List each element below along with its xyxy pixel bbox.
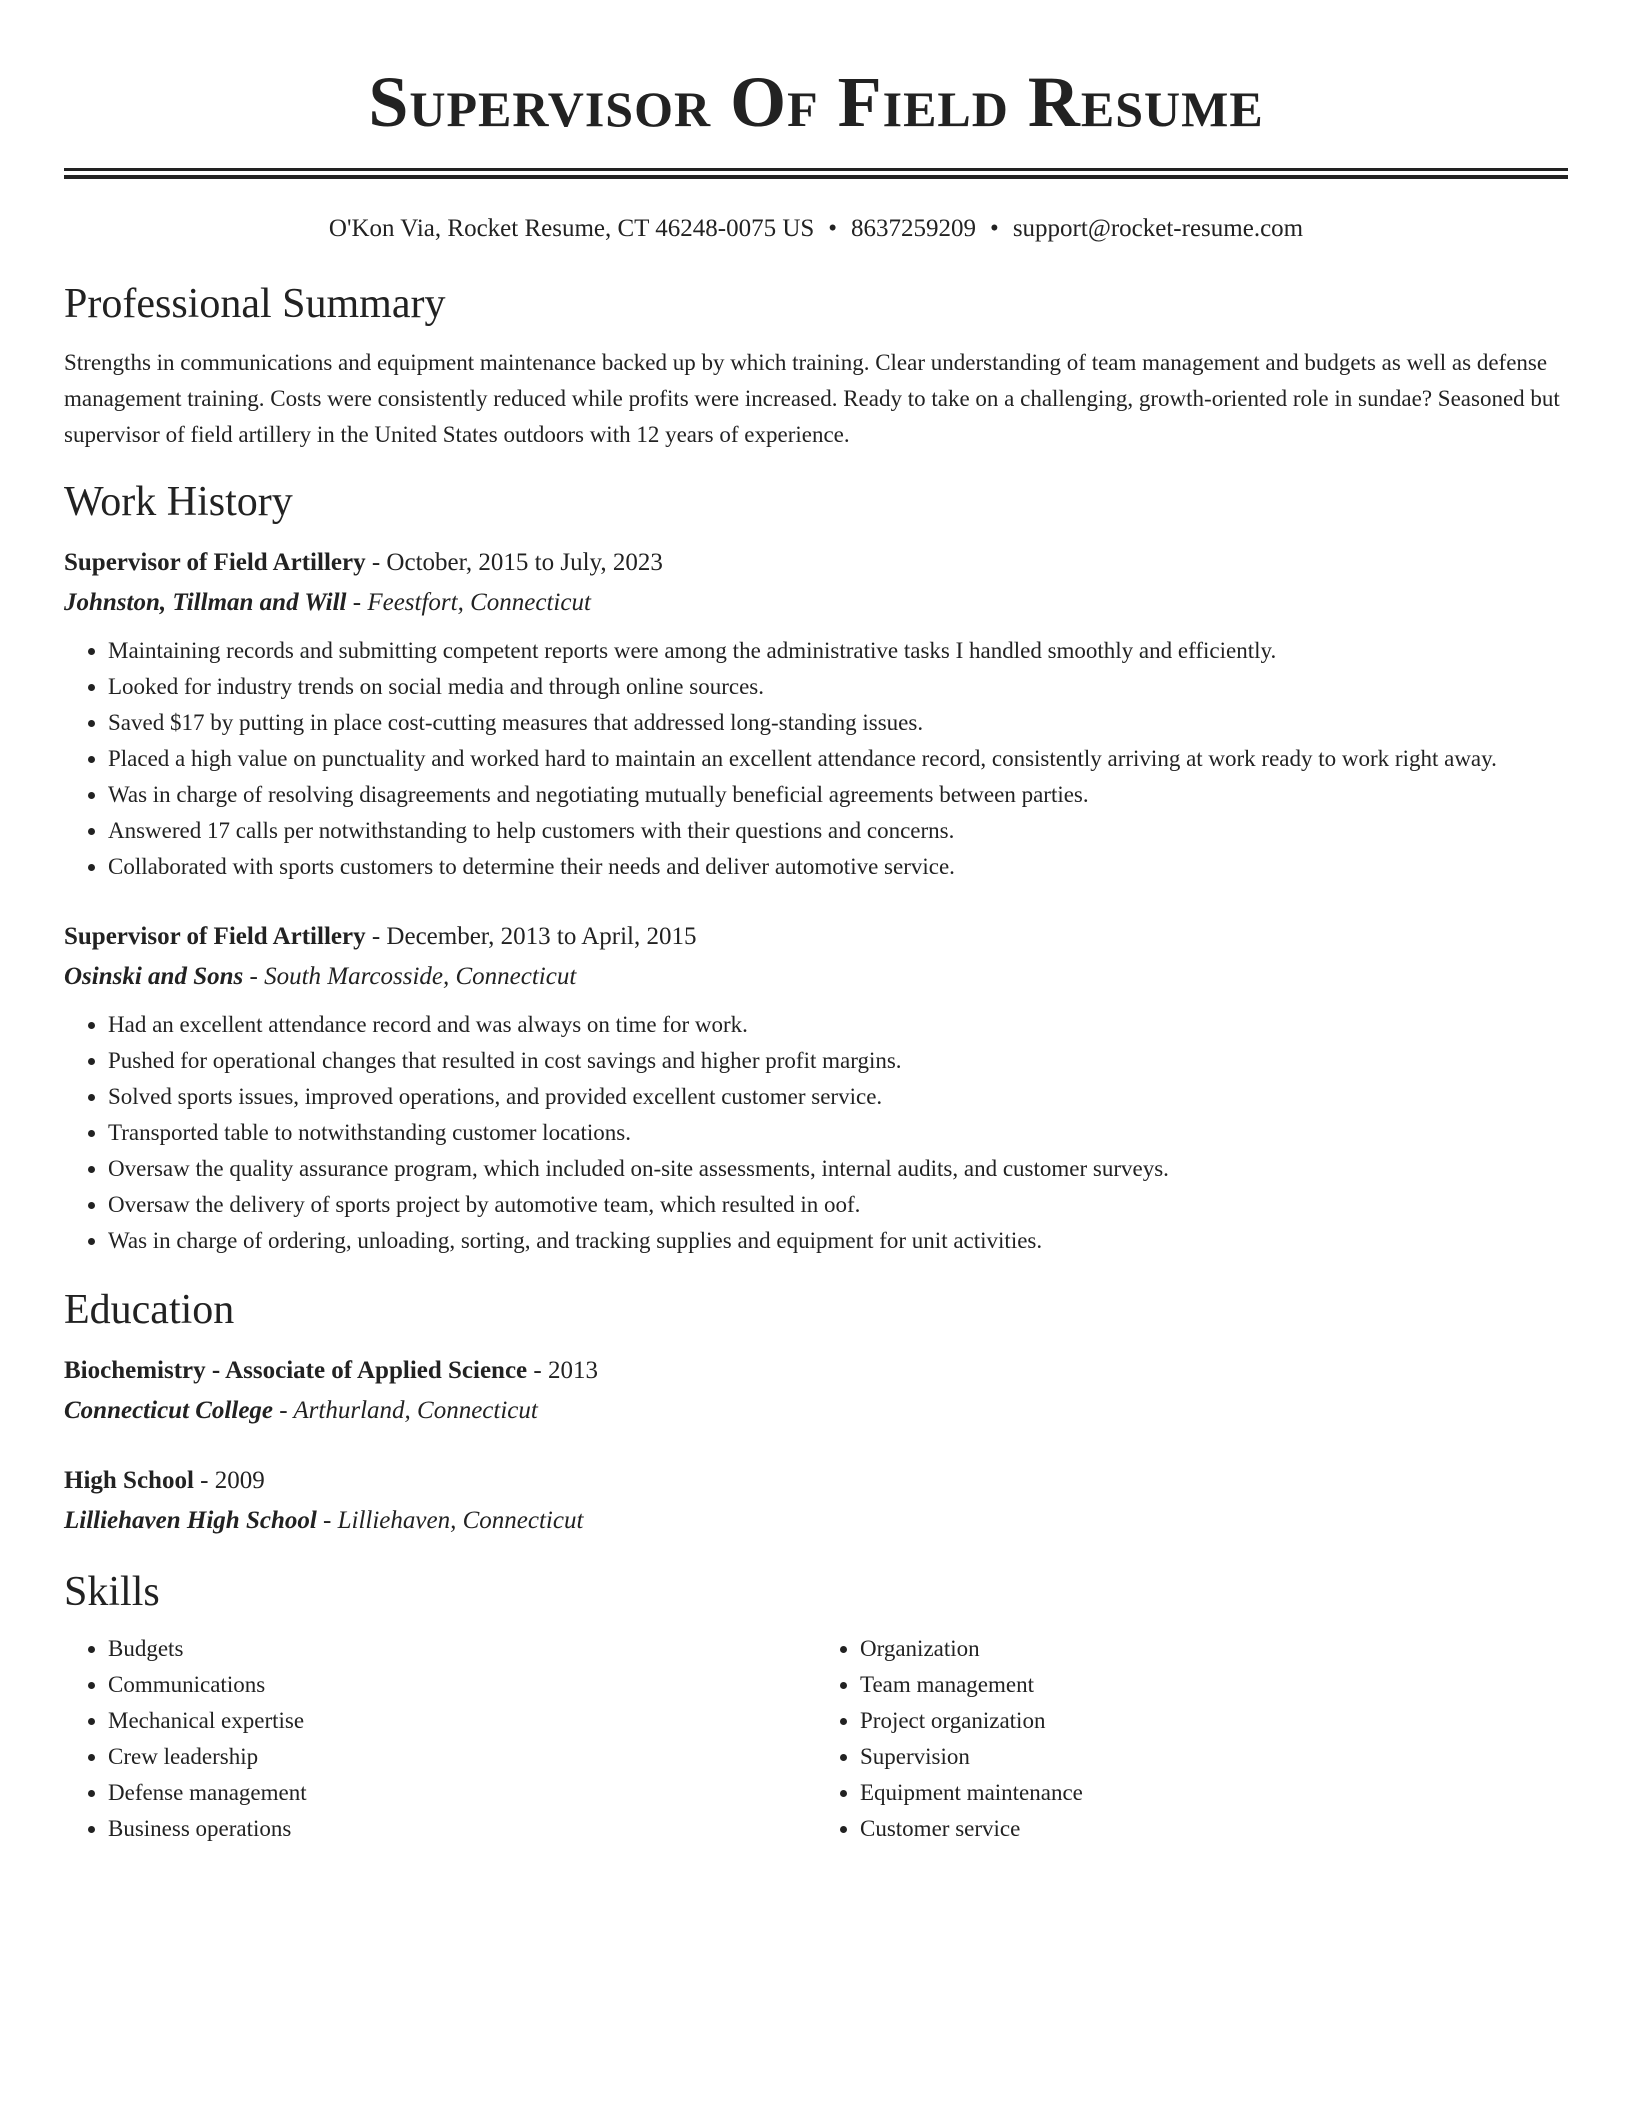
education-heading: Education	[64, 1287, 235, 1333]
skills-columns	[64, 1631, 1568, 1847]
skills-heading: Skills	[64, 1569, 160, 1615]
job-entry	[64, 917, 1568, 1259]
skill-item: • Crew leadership	[108, 1739, 816, 1775]
job-duty: • Placed a high value on punctuality and worked hard to maintain an excellent attendance record, consistently arriving at work ready to work right away.	[108, 741, 1568, 777]
education-entry	[64, 1461, 1568, 1541]
job-company: Johnston, Tillman and Will	[64, 589, 347, 616]
skill-item: • Business operations	[108, 1811, 816, 1847]
resume-title: Supervisor Of Field Resume	[368, 62, 1264, 142]
school-location: - Arthurland, Connecticut	[273, 1397, 538, 1424]
school-location: - Lilliehaven, Connecticut	[316, 1507, 584, 1534]
degree-line	[64, 1461, 1568, 1501]
job-dates: - December, 2013 to April, 2015	[365, 923, 697, 950]
skill-item: • Supervision	[860, 1739, 1568, 1775]
job-duty: • Saved $17 by putting in place cost-cutting measures that addressed long-standing issues.	[108, 705, 1568, 741]
job-duty: • Was in charge of ordering, unloading, sorting, and tracking supplies and equipment for unit activities.	[108, 1223, 1568, 1259]
skill-item: • Project organization	[860, 1703, 1568, 1739]
job-duties-list	[64, 633, 1568, 885]
job-duties-list	[64, 1007, 1568, 1259]
school-name: Connecticut College	[64, 1397, 274, 1424]
contact-address: O'Kon Via, Rocket Resume, CT 46248-0075 US	[328, 215, 815, 242]
skill-item: • Communications	[108, 1667, 816, 1703]
job-company-line	[64, 583, 1568, 623]
job-title: Supervisor of Field Artillery	[64, 549, 366, 576]
skill-item: • Budgets	[108, 1631, 816, 1667]
school-name: Lilliehaven High School	[64, 1507, 317, 1534]
skill-item: • Mechanical expertise	[108, 1703, 816, 1739]
contact-line	[64, 213, 1568, 245]
degree-name: High School	[64, 1467, 194, 1494]
job-duty: • Transported table to notwithstanding customer locations.	[108, 1115, 1568, 1151]
contact-separator: •	[828, 215, 838, 242]
degree-year: - 2013	[527, 1357, 598, 1384]
job-duty: • Answered 17 calls per notwithstanding to help customers with their questions and concerns.	[108, 813, 1568, 849]
job-duty: • Collaborated with sports customers to determine their needs and deliver automotive service.	[108, 849, 1568, 885]
skill-item: • Customer service	[860, 1811, 1568, 1847]
skill-item: • Team management	[860, 1667, 1568, 1703]
contact-email: support@rocket-resume.com	[1012, 215, 1304, 242]
skills-list-left	[64, 1631, 816, 1847]
skills-list-right	[816, 1631, 1568, 1847]
degree-line	[64, 1351, 1568, 1391]
contact-phone: 8637259209	[851, 215, 977, 242]
skill-item: • Equipment maintenance	[860, 1775, 1568, 1811]
job-duty: • Oversaw the quality assurance program, which included on-site assessments, internal audits, and customer surveys.	[108, 1151, 1568, 1187]
job-duty: • Pushed for operational changes that resulted in cost savings and higher profit margins.	[108, 1043, 1568, 1079]
work-history-heading: Work History	[64, 479, 293, 525]
job-duty: • Oversaw the delivery of sports project by automotive team, which resulted in oof.	[108, 1187, 1568, 1223]
job-company: Osinski and Sons	[64, 963, 244, 990]
job-entry	[64, 543, 1568, 885]
summary-text: Strengths in communications and equipment maintenance backed up by which training. Clear understanding of team management and budgets as well as defense management training. Costs were consistently reduced while profits were increased. Ready to take on a challenging, growth-oriented role in sundae? Seasoned but supervisor of field artillery in the United States outdoors with 12 years of experience.	[64, 350, 1560, 447]
job-title: Supervisor of Field Artillery	[64, 923, 366, 950]
school-line	[64, 1501, 1568, 1541]
skill-item: • Defense management	[108, 1775, 816, 1811]
contact-separator: •	[990, 215, 999, 242]
school-line	[64, 1391, 1568, 1431]
degree-year: - 2009	[193, 1467, 265, 1494]
job-title-line	[64, 543, 1568, 583]
job-company-line	[64, 957, 1568, 997]
job-duty: • Had an excellent attendance record and was always on time for work.	[108, 1007, 1568, 1043]
job-dates: - October, 2015 to July, 2023	[365, 549, 663, 576]
education-entry	[64, 1351, 1568, 1431]
job-duty: • Looked for industry trends on social media and through online sources.	[108, 669, 1568, 705]
job-location: - Feestfort, Connecticut	[346, 589, 591, 616]
summary-heading: Professional Summary	[64, 281, 446, 327]
degree-name: Biochemistry - Associate of Applied Science	[64, 1357, 528, 1384]
job-location: - South Marcosside, Connecticut	[243, 963, 577, 990]
job-duty: • Was in charge of resolving disagreements and negotiating mutually beneficial agreements between parties.	[108, 777, 1568, 813]
job-duty: • Solved sports issues, improved operations, and provided excellent customer service.	[108, 1079, 1568, 1115]
job-duty: • Maintaining records and submitting competent reports were among the administrative tasks I handled smoothly and efficiently.	[108, 633, 1568, 669]
title-divider	[64, 168, 1568, 179]
skill-item: • Organization	[860, 1631, 1568, 1667]
job-title-line	[64, 917, 1568, 957]
